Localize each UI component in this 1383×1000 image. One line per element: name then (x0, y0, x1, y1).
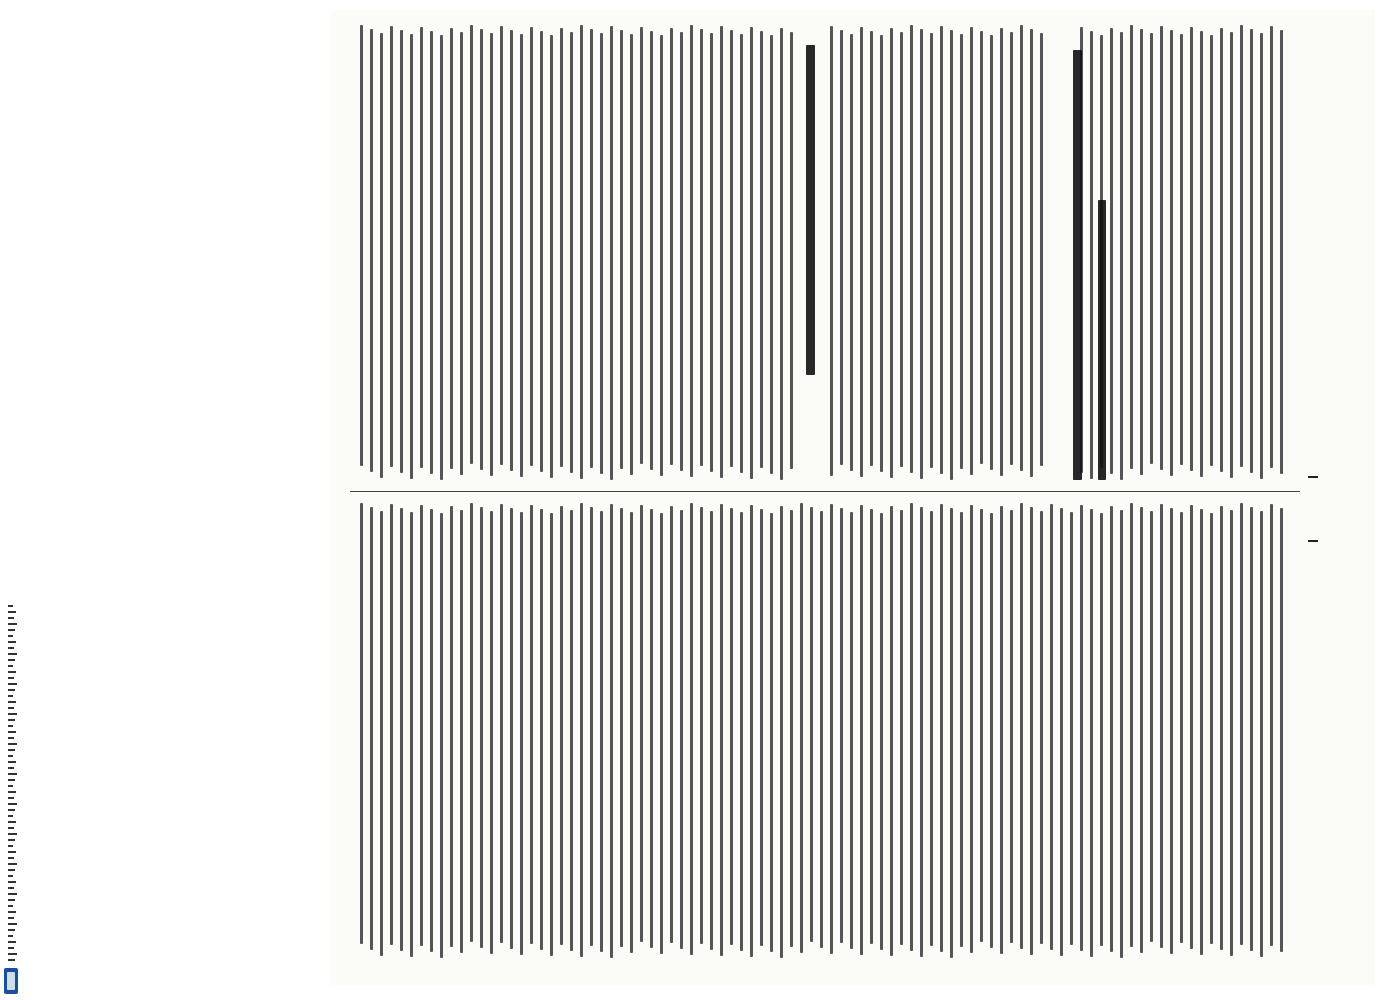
text-line (1170, 30, 1173, 476)
text-line (1200, 509, 1203, 955)
text-line (890, 506, 893, 956)
text-line (990, 35, 993, 470)
text-line (750, 27, 753, 479)
text-line (1220, 28, 1223, 472)
funding-note-glyph (8, 755, 13, 757)
column-divider (350, 491, 1300, 492)
text-line (760, 31, 763, 468)
text-line (840, 508, 843, 943)
text-line (870, 31, 873, 466)
text-line (910, 503, 913, 951)
text-line (740, 512, 743, 951)
text-column-left (338, 20, 1288, 490)
section-heading (1098, 200, 1106, 480)
text-line (690, 503, 693, 955)
text-line (950, 508, 953, 958)
page-number-dash (1308, 540, 1318, 542)
text-line (460, 32, 463, 475)
text-line (1240, 25, 1243, 467)
text-line (1170, 508, 1173, 954)
text-line (500, 26, 503, 465)
text-line (580, 25, 583, 479)
funding-note-glyph (8, 725, 13, 727)
text-line (470, 503, 473, 942)
funding-note-glyph (8, 791, 16, 793)
funding-note-glyph (8, 947, 14, 949)
text-line (980, 31, 983, 464)
text-line (610, 26, 613, 480)
text-line (1260, 511, 1263, 957)
text-line (990, 513, 993, 948)
text-line (660, 513, 663, 954)
text-line (1280, 30, 1283, 474)
funding-note-glyph (8, 719, 15, 721)
text-line (900, 32, 903, 467)
text-line (860, 27, 863, 477)
text-line (590, 29, 593, 468)
funding-note-glyph (8, 875, 13, 877)
text-line (610, 504, 613, 958)
text-line (700, 507, 703, 944)
funding-note-glyph (8, 917, 14, 919)
text-line (380, 33, 383, 478)
text-line (360, 25, 363, 466)
text-line (1230, 510, 1233, 956)
text-line (710, 511, 713, 950)
text-line (490, 33, 493, 476)
text-line (1180, 512, 1183, 943)
text-line (1190, 505, 1193, 949)
text-line (670, 28, 673, 465)
text-line (1100, 513, 1103, 946)
funding-note-glyph (8, 629, 15, 631)
funding-note-glyph (8, 953, 17, 955)
text-line (910, 25, 913, 473)
text-line (570, 32, 573, 473)
funding-note-glyph (8, 839, 15, 841)
text-line (1050, 504, 1053, 950)
text-line (1140, 29, 1143, 475)
text-line (1090, 509, 1093, 957)
text-line (720, 504, 723, 956)
text-line (430, 31, 433, 474)
funding-note-glyph (8, 959, 15, 961)
text-line (420, 505, 423, 946)
text-line (450, 506, 453, 947)
text-line (1060, 508, 1063, 956)
text-line (460, 510, 463, 953)
funding-note-glyph (8, 887, 14, 889)
funding-note-glyph (8, 929, 15, 931)
text-line (1030, 29, 1033, 477)
text-line (1040, 511, 1043, 944)
text-line (1220, 506, 1223, 950)
funding-note-glyph (8, 605, 13, 607)
funding-note-glyph (8, 695, 13, 697)
funding-note-glyph (8, 935, 13, 937)
text-line (450, 28, 453, 469)
text-line (970, 27, 973, 475)
funding-note-glyph (8, 833, 17, 835)
text-line (1150, 33, 1153, 464)
text-line (1010, 510, 1013, 943)
text-line (1080, 505, 1083, 951)
text-line (420, 27, 423, 468)
text-line (780, 28, 783, 480)
text-line (680, 32, 683, 471)
funding-note-glyph (8, 701, 16, 703)
dfg-logo-icon (4, 968, 18, 994)
funding-note-glyph (8, 689, 15, 691)
funding-note-glyph (8, 815, 13, 817)
funding-note-glyph (8, 737, 14, 739)
scanned-page (330, 10, 1375, 985)
funding-note-glyph (8, 797, 14, 799)
text-line (500, 504, 503, 943)
text-line (360, 503, 363, 944)
text-line (1020, 503, 1023, 949)
text-line (1010, 32, 1013, 465)
text-line (830, 504, 833, 954)
text-line (400, 30, 403, 473)
text-line (390, 504, 393, 945)
text-line (820, 511, 823, 948)
text-line (670, 506, 673, 943)
text-line (1110, 506, 1113, 952)
text-line (440, 513, 443, 958)
text-line (840, 30, 843, 465)
funding-note-glyph (8, 713, 17, 715)
text-line (880, 513, 883, 950)
funding-note-glyph (8, 803, 17, 805)
page-number-dash (1308, 476, 1318, 478)
text-line (370, 507, 373, 950)
funding-note-glyph (8, 665, 13, 667)
text-line (810, 507, 813, 942)
text-line (950, 30, 953, 480)
text-line (790, 510, 793, 947)
text-line (540, 509, 543, 950)
text-line (940, 504, 943, 952)
text-line (1190, 27, 1193, 471)
funding-note-glyph (8, 761, 16, 763)
text-line (1270, 504, 1273, 946)
funding-note-glyph (8, 653, 17, 655)
funding-note-glyph (8, 731, 16, 733)
text-line (510, 30, 513, 471)
funding-note-glyph (8, 659, 15, 661)
text-line (850, 512, 853, 949)
text-line (660, 35, 663, 476)
text-line (530, 27, 533, 466)
text-line (1090, 31, 1093, 479)
funding-note-glyph (8, 869, 15, 871)
text-line (770, 513, 773, 952)
funding-note-glyph (8, 899, 15, 901)
text-line (800, 503, 803, 953)
funding-note-glyph (8, 863, 17, 865)
text-line (1200, 31, 1203, 477)
funding-note-glyph (8, 941, 16, 943)
text-line (1020, 25, 1023, 471)
text-line (600, 33, 603, 474)
funding-note-glyph (8, 827, 14, 829)
text-line (1280, 508, 1283, 952)
funding-note-glyph (8, 845, 13, 847)
funding-note-glyph (8, 809, 15, 811)
text-line (550, 513, 553, 956)
text-line (1250, 507, 1253, 951)
funding-note-glyph (8, 749, 15, 751)
text-line (1140, 507, 1143, 953)
funding-note-glyph (8, 635, 13, 637)
text-line (940, 26, 943, 474)
funding-note-glyph (8, 905, 13, 907)
text-line (590, 507, 593, 946)
text-line (600, 511, 603, 952)
text-line (1040, 33, 1043, 466)
funding-note-glyph (8, 911, 16, 913)
funding-note-glyph (8, 623, 17, 625)
text-line (630, 34, 633, 475)
funding-note-glyph (8, 851, 16, 853)
text-line (550, 35, 553, 478)
text-line (1180, 34, 1183, 465)
text-line (760, 509, 763, 946)
text-line (770, 35, 773, 474)
funding-note-glyph (8, 923, 17, 925)
text-line (880, 35, 883, 472)
text-line (630, 512, 633, 953)
text-line (1070, 512, 1073, 945)
funding-note-glyph (8, 767, 14, 769)
section-heading (1073, 50, 1082, 480)
funding-note-glyph (8, 677, 14, 679)
text-line (510, 508, 513, 949)
funding-note-glyph (8, 773, 17, 775)
funding-note-glyph (8, 779, 15, 781)
text-line (560, 28, 563, 467)
text-line (920, 29, 923, 479)
text-column-right (338, 498, 1293, 968)
text-line (1110, 28, 1113, 474)
text-line (410, 512, 413, 957)
text-line (1120, 32, 1123, 480)
text-line (1210, 513, 1213, 944)
text-line (620, 508, 623, 947)
text-line (400, 508, 403, 951)
text-line (370, 29, 373, 472)
text-line (750, 505, 753, 957)
text-line (490, 511, 493, 954)
text-line (430, 509, 433, 952)
text-line (410, 34, 413, 479)
text-line (1260, 33, 1263, 479)
text-line (920, 507, 923, 957)
text-line (1130, 503, 1133, 947)
text-line (380, 511, 383, 956)
text-line (1000, 28, 1003, 476)
text-line (1130, 25, 1133, 469)
text-line (1270, 26, 1273, 468)
text-line (870, 509, 873, 944)
text-line (850, 34, 853, 471)
funding-note-glyph (8, 821, 16, 823)
funding-note-glyph (8, 617, 14, 619)
text-line (830, 26, 833, 476)
text-line (680, 510, 683, 949)
text-line (650, 509, 653, 948)
text-line (640, 505, 643, 942)
text-line (790, 32, 793, 469)
text-line (780, 506, 783, 958)
text-line (960, 512, 963, 947)
text-line (620, 30, 623, 469)
funding-note-glyph (8, 707, 14, 709)
text-line (1150, 511, 1153, 942)
funding-strip (0, 0, 26, 1000)
text-line (1240, 503, 1243, 945)
text-line (1160, 26, 1163, 470)
text-line (700, 29, 703, 466)
text-line (720, 26, 723, 478)
text-line (570, 510, 573, 951)
text-line (1210, 35, 1213, 466)
page-number (1308, 488, 1326, 522)
funding-note-glyph (8, 641, 16, 643)
text-line (1120, 510, 1123, 958)
text-line (740, 34, 743, 473)
text-line (480, 29, 483, 470)
section-heading (806, 45, 815, 375)
funding-note-glyph (8, 857, 14, 859)
text-line (440, 35, 443, 480)
text-line (930, 33, 933, 468)
text-line (730, 30, 733, 467)
funding-note-glyph (8, 743, 17, 745)
text-line (1000, 506, 1003, 954)
funding-note-glyph (8, 881, 16, 883)
text-line (930, 511, 933, 946)
funding-note-glyph (8, 785, 13, 787)
text-line (480, 507, 483, 948)
text-line (900, 510, 903, 945)
funding-note-glyph (8, 671, 16, 673)
text-line (890, 28, 893, 478)
funding-note-glyph (8, 683, 17, 685)
text-line (640, 27, 643, 464)
text-line (560, 506, 563, 945)
text-line (1250, 29, 1253, 473)
text-line (690, 25, 693, 477)
text-line (470, 25, 473, 464)
text-line (960, 34, 963, 469)
funding-note-glyph (8, 893, 17, 895)
text-line (520, 512, 523, 955)
text-line (650, 31, 653, 470)
text-line (580, 503, 583, 957)
funding-note-glyph (8, 647, 14, 649)
text-line (1160, 504, 1163, 948)
text-line (1230, 32, 1233, 478)
text-line (970, 505, 973, 953)
text-line (980, 509, 983, 942)
text-line (540, 31, 543, 472)
text-line (530, 505, 533, 944)
text-line (520, 34, 523, 477)
text-line (390, 26, 393, 467)
text-line (710, 33, 713, 472)
funding-note-glyph (8, 611, 16, 613)
text-line (730, 508, 733, 945)
text-line (860, 505, 863, 955)
funding-note-text (6, 605, 18, 955)
text-line (1030, 507, 1033, 955)
